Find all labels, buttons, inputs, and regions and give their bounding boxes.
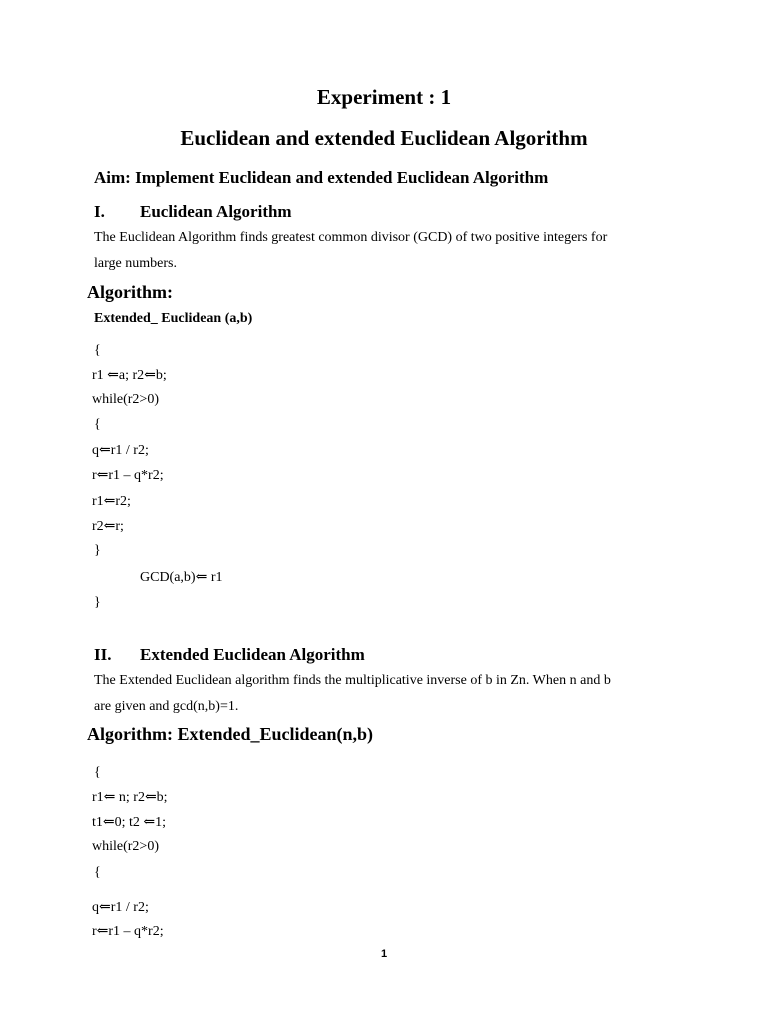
code-line: q⇐r1 / r2; <box>92 900 149 915</box>
code-line: t1⇐0; t2 ⇐1; <box>92 815 167 830</box>
code-line: while(r2>0) <box>92 839 159 854</box>
section1-description-line1: The Euclidean Algorithm finds greatest common divisor (GCD) of two positive integers for <box>94 230 608 245</box>
code-line: r1⇐r2; <box>92 494 131 509</box>
code-line: { <box>94 865 101 880</box>
document-subtitle: Euclidean and extended Euclidean Algorithm <box>180 126 588 150</box>
code-line: while(r2>0) <box>92 392 159 407</box>
section2-description-line1: The Extended Euclidean algorithm finds the multiplicative inverse of b in Zn. When n and b <box>94 673 611 688</box>
code-line: GCD(a,b)⇐ r1 <box>140 570 223 585</box>
section2-description-line2: are given and gcd(n,b)=1. <box>94 699 239 714</box>
code-line: r⇐r1 – q*r2; <box>92 924 164 939</box>
section2-algorithm-heading: Algorithm: Extended_Euclidean(n,b) <box>87 724 374 744</box>
code-line: } <box>94 595 101 610</box>
section1-description-line2: large numbers. <box>94 256 177 271</box>
code-line: q⇐r1 / r2; <box>92 443 149 458</box>
code-line: r1 ⇐a; r2⇐b; <box>92 368 167 383</box>
section1-number: I. <box>94 202 105 221</box>
aim-heading: Aim: Implement Euclidean and extended Euclidean Algorithm <box>94 168 549 187</box>
section1-algorithm-heading: Algorithm: <box>87 282 173 302</box>
code-line: { <box>94 765 101 780</box>
experiment-title: Experiment : 1 <box>316 85 452 109</box>
code-line: r⇐r1 – q*r2; <box>92 468 164 483</box>
section1-title: Euclidean Algorithm <box>140 202 292 221</box>
section1-function-name: Extended_ Euclidean (a,b) <box>94 311 253 326</box>
section2-number: II. <box>94 645 112 664</box>
code-line: { <box>94 417 101 432</box>
code-line: r2⇐r; <box>92 519 124 534</box>
page-number: 1 <box>380 948 388 960</box>
code-line: { <box>94 343 101 358</box>
section2-title: Extended Euclidean Algorithm <box>140 645 365 664</box>
code-line: } <box>94 543 101 558</box>
code-line: r1⇐ n; r2⇐b; <box>92 790 168 805</box>
